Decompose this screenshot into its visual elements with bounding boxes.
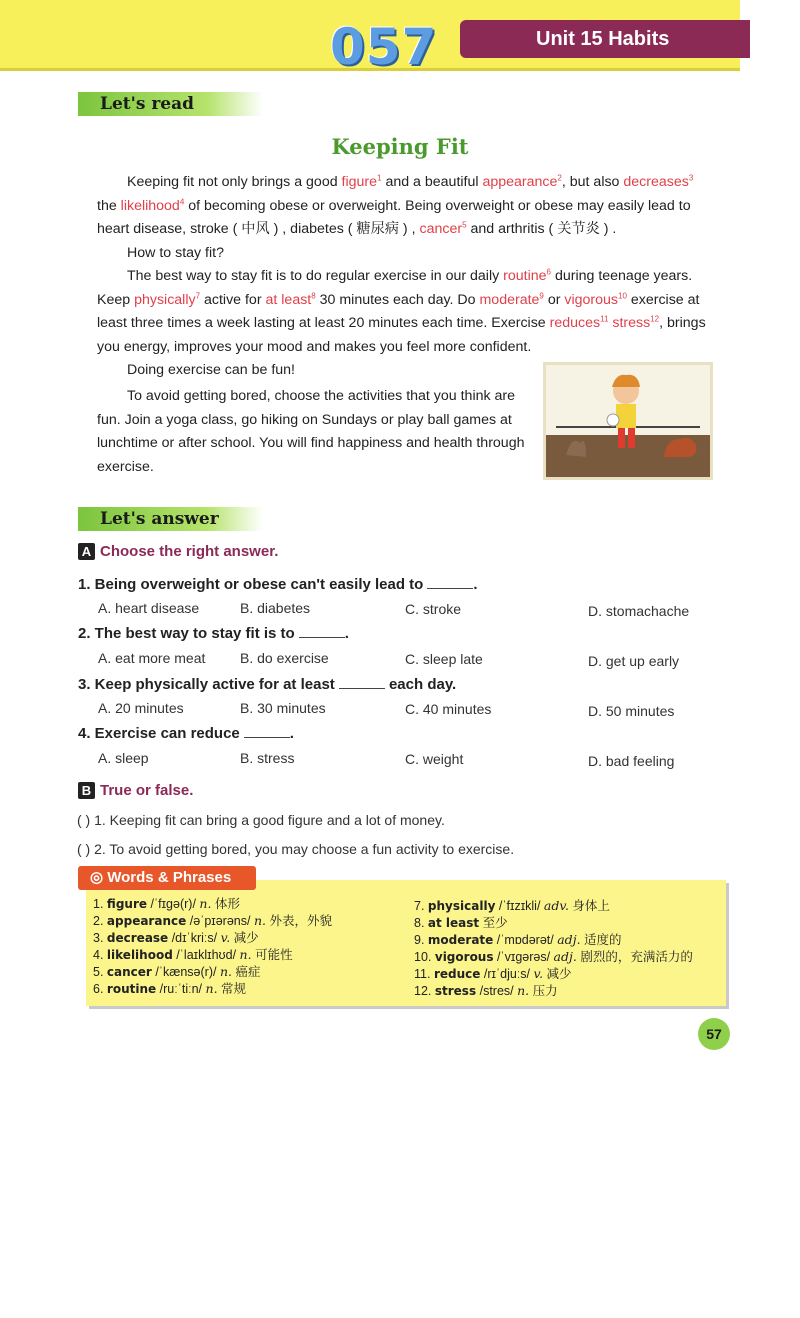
part-a-heading [78,543,278,560]
lets-answer-label: Let's answer [78,507,263,531]
q3-option-a[interactable]: A. 20 minutes [98,700,184,716]
reading-paragraph-5: To avoid getting bored, choose the activities that you think are fun. Join a yoga class, go hiking on Sundays or play ball games at lunchtime or after school. You will find happiness and health through exercise. [97,388,525,475]
words-phrases-tab: ◎ Words & Phrases [78,866,256,890]
part-b-letter: B [78,782,95,799]
q3-option-d[interactable]: D. 50 minutes [588,703,675,719]
vocab-item: 11. reduce /rɪˈdjuːs/ v. 减少 [414,966,572,981]
true-false-item-2[interactable]: ( ) 2. To avoid getting bored, you may choose a fun activity to exercise. [77,841,515,857]
q2-option-c[interactable]: C. sleep late [405,651,483,667]
unit-title-tab [460,20,750,58]
q3-option-c[interactable]: C. 40 minutes [405,701,492,717]
keyword: likelihood [120,197,180,214]
vocab-item: 12. stress /stres/ n. 压力 [414,983,558,998]
question-1: 1. Being overweight or obese can't easily lead to . [78,576,478,593]
reading-paragraph-3: The best way to stay fit is to do regular exercise in our daily routine$^6$ during teenage years. Keep physically$^7$ active for at least$^8$ 30 minutes each day. Do moderate$^9$ or vigorous$^{10}$ exercise at least three times a week lasting at least 20 minutes each time. Exercise reduces$^{11}$ stress$^{12}$, brings you energy, improves your mood and makes you feel more confident. [97,267,706,355]
question-4: 4. Exercise can reduce . [78,725,294,742]
reading-paragraph-4: Doing exercise can be fun! [127,362,295,378]
reading-paragraph-1: Keeping fit not only brings a good figure$^1$ and a beautiful appearance$^2$, but also decreases$^3$ the likelihood$^4$ of becoming obese or overweight. Being overweight or obese may easily lead to heart disease, stroke ( 中风 ) , diabetes ( 糖尿病 ) , cancer$^5$ and arthritis ( 关节炎 ) . How to stay fit? The best way to stay fit is to do regular exercise in our daily routine$^6$ during teenage years. Keep physically$^7$ active for at least$^8$ 30 minutes each day. Do moderate$^9$ or vigorous$^{10}$ exercise at least three times a week lasting at least 20 minutes each time. Exercise reduces$^{11}$ stress$^{12}$, brings you energy, improves your mood and makes you feel more confident. Doing exercise can be fun! [97,171,713,383]
reading-title: Keeping Fit [331,134,469,159]
keyword: decreases [623,174,689,190]
q2-option-a[interactable]: A. eat more meat [98,650,206,666]
vocab-item: 3. decrease /dɪˈkriːs/ v. 减少 [93,930,259,945]
vocab-item: 1. figure /ˈfɪgə(r)/ n. 体形 [93,896,240,911]
part-b-heading [78,782,193,799]
vocab-item: 5. cancer /ˈkænsə(r)/ n. 癌症 [93,964,261,979]
vocab-item: 7. physically /ˈfɪzɪkli/ adv. 身体上 [414,898,610,913]
keyword: appearance [482,174,558,190]
q4-option-c[interactable]: C. weight [405,751,464,767]
vocab-item: 8. at least 至少 [414,916,508,930]
q4-option-d[interactable]: D. bad feeling [588,753,675,769]
q2-option-b[interactable]: B. do exercise [240,650,329,666]
keyword: cancer [419,221,463,237]
answer-blank[interactable] [299,623,345,638]
q3-option-b[interactable]: B. 30 minutes [240,700,326,716]
answer-blank[interactable] [339,674,385,689]
vocab-item: 10. vigorous /ˈvɪgərəs/ adj. 剧烈的，充满活力的 [414,949,693,964]
question-2: 2. The best way to stay fit is to . [78,625,349,642]
answer-blank[interactable] [244,723,290,738]
unit-title: Unit 15 Habits [536,27,670,50]
answer-blank[interactable] [427,574,473,589]
q1-option-c[interactable]: C. stroke [405,601,462,617]
q4-option-a[interactable]: A. sleep [98,750,149,766]
question-3: 3. Keep physically active for at least each day. [78,676,457,693]
reading-paragraph-2: How to stay fit? [127,244,224,261]
part-a-letter: A [78,543,95,560]
lets-read-label: Let's read [78,92,263,116]
page-number: 57 [698,1018,730,1050]
part-a-title: Choose the right answer. [100,543,279,560]
keyword: figure [341,174,378,190]
vocab-item: 9. moderate /ˈmɒdərət/ adj. 适度的 [414,932,622,947]
part-b-title: True or false. [100,782,194,799]
q1-option-d[interactable]: D. stomachache [588,603,690,619]
lesson-number: 057 [330,18,438,76]
boy-with-dogs-illustration [543,362,713,480]
q2-option-d[interactable]: D. get up early [588,653,680,669]
q1-option-a[interactable]: A. heart disease [98,600,200,616]
vocab-item: 4. likelihood /ˈlaɪklɪhʊd/ n. 可能性 [93,947,293,962]
q4-option-b[interactable]: B. stress [240,750,295,766]
vocab-item: 6. routine /ruːˈtiːn/ n. 常规 [93,981,247,996]
true-false-item-1[interactable]: ( ) 1. Keeping fit can bring a good figure and a lot of money. [77,812,445,828]
vocab-item: 2. appearance /əˈpɪərəns/ n. 外表，外貌 [93,913,332,928]
q1-option-b[interactable]: B. diabetes [240,600,311,616]
